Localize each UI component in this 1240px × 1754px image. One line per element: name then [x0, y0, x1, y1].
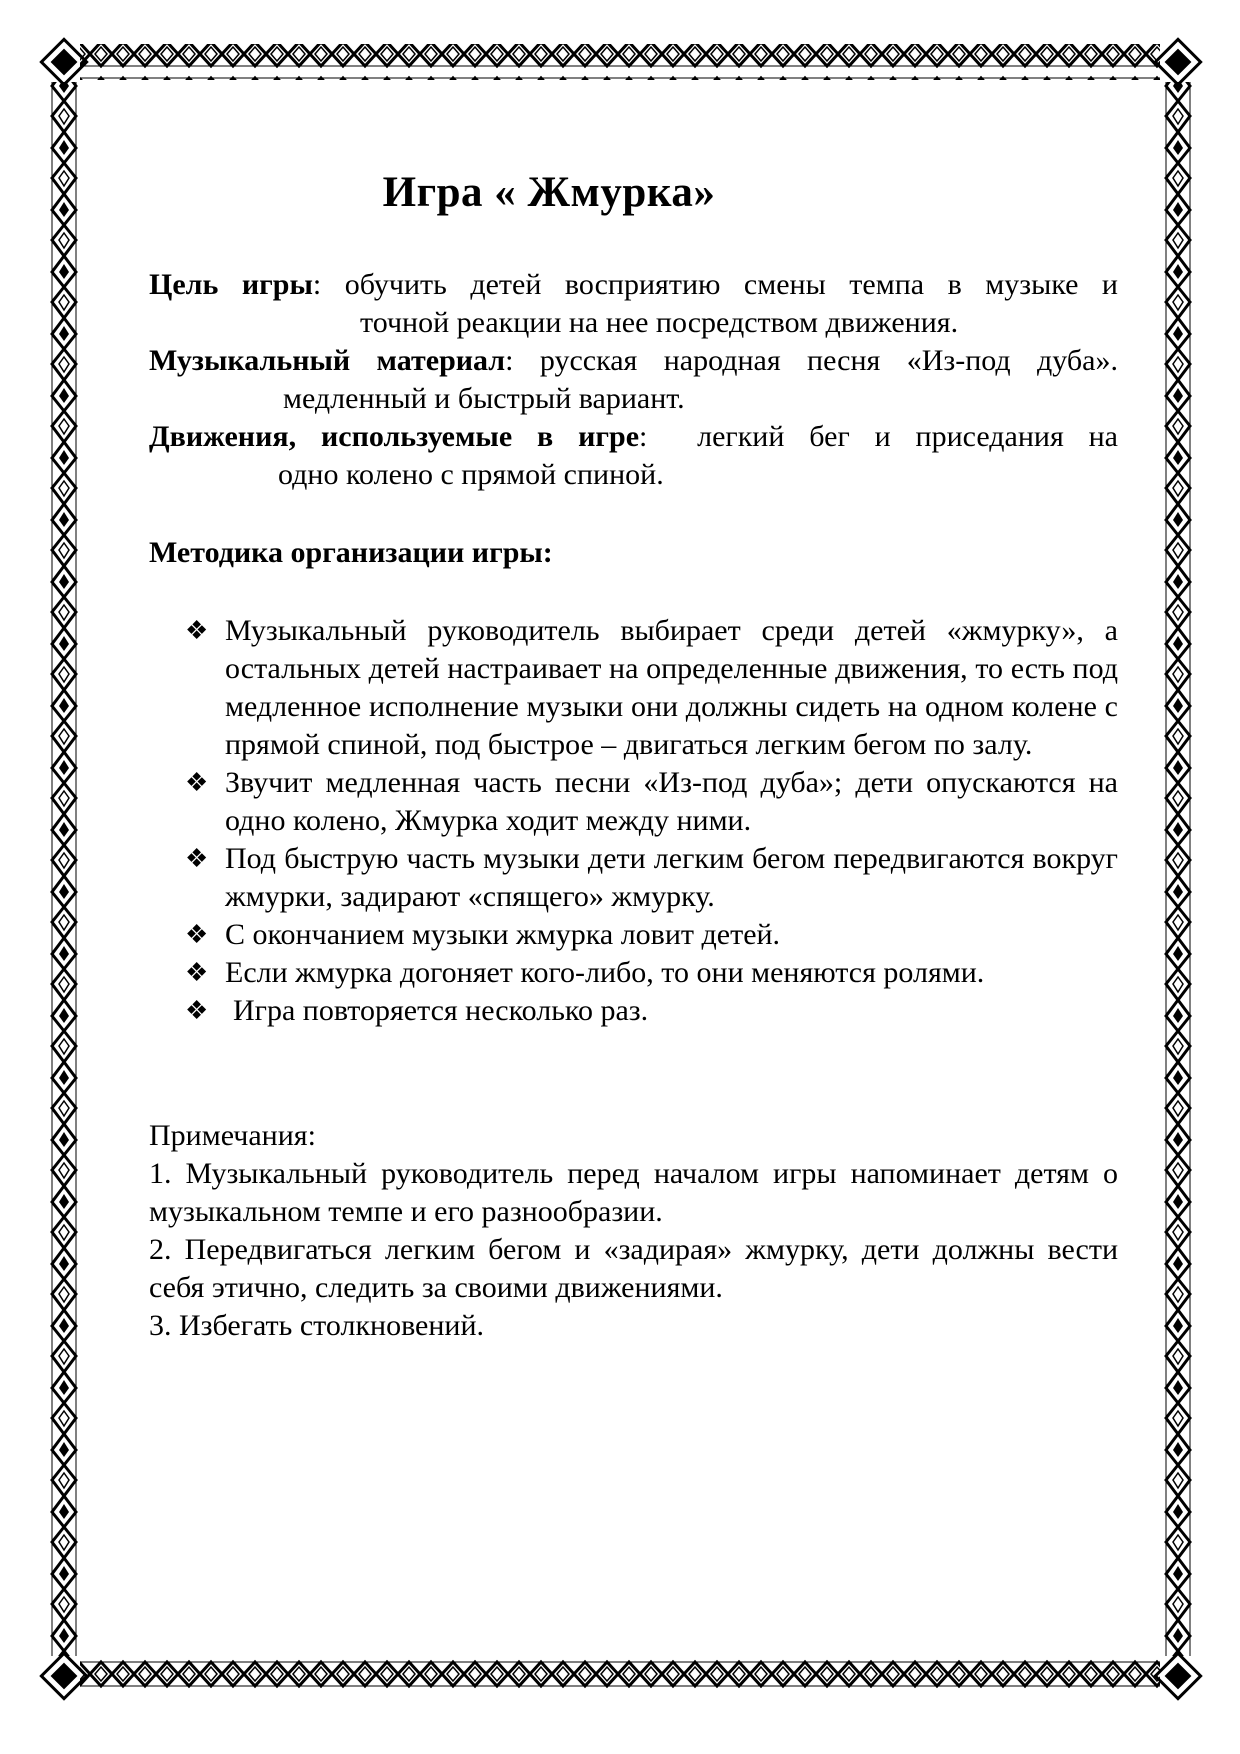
- list-item: ❖ Игра повторяется несколько раз.: [185, 992, 1118, 1030]
- goal-field: Цель игры: обучить детей восприятию смены темпа в музыке и точной реакции на нее посредством движения.: [149, 266, 1118, 342]
- music-text-line1: русская народная песня «Из-под дуба».: [539, 344, 1118, 377]
- movements-field: Движения, используемые в игре: легкий бег и приседания на одно колено с прямой спиной.: [149, 418, 1118, 494]
- note-item: 1. Музыкальный руководитель перед началом игры напоминает детям о музыкальном темпе и его разнообразии.: [149, 1157, 1118, 1228]
- goal-label: Цель игры: [149, 268, 313, 301]
- page-title: Игра « Жмурка»: [382, 169, 716, 216]
- movements-label: Движения, используемые в игре: [149, 420, 640, 453]
- list-item: ❖ Звучит медленная часть песни «Из-под дуба»; дети опускаются на одно колено, Жмурка ходит между ними.: [185, 766, 1118, 837]
- border-bottom: [80, 1658, 1160, 1694]
- border-top: [80, 44, 1160, 80]
- bullet-diamond-icon: ❖: [185, 844, 209, 873]
- corner-top-right: [1155, 39, 1200, 84]
- bullet-diamond-icon: ❖: [185, 616, 209, 645]
- notes-heading: Примечания:: [149, 1119, 316, 1152]
- note-item: 3. Избегать столкновений.: [149, 1309, 485, 1342]
- list-item: ❖ Под быструю часть музыки дети легким бегом передвигаются вокруг жмурки, задирают «спящего» жмурку.: [185, 842, 1118, 913]
- bullet-diamond-icon: ❖: [185, 958, 209, 987]
- music-label: Музыкальный материал: [149, 344, 506, 377]
- music-field: Музыкальный материал: русская народная песня «Из-под дуба». медленный и быстрый вариант.: [149, 342, 1118, 418]
- corner-top-left: [41, 39, 86, 84]
- bullet-diamond-icon: ❖: [185, 920, 209, 949]
- movements-text-line2: одно колено с прямой спиной.: [278, 458, 664, 491]
- border-left: [46, 82, 82, 1656]
- border-right: [1160, 82, 1196, 1656]
- list-item: ❖ Если жмурка догоняет кого-либо, то они меняются ролями.: [185, 954, 1118, 992]
- music-text-line2: медленный и быстрый вариант.: [283, 382, 685, 415]
- list-item: ❖ С окончанием музыки жмурка ловит детей.: [185, 916, 1118, 954]
- corner-bottom-right: [1155, 1653, 1200, 1698]
- note-item: 2. Передвигаться легким бегом и «задирая» жмурку, дети должны вести себя этично, следить за своими движениями.: [149, 1233, 1118, 1304]
- bullet-diamond-icon: ❖: [185, 996, 209, 1025]
- method-title: Методика организации игры:: [149, 536, 553, 569]
- goal-text-line1: обучить детей восприятию смены темпа в музыке и: [344, 268, 1118, 301]
- list-item: ❖ Музыкальный руководитель выбирает среди детей «жмурку», а остальных детей настраивает на определенные движения, то есть под медленное исполнение музыки они должны сидеть на одном колене с прямой спиной, под быстрое – двигаться легким бегом по залу.: [185, 614, 1118, 761]
- corner-bottom-left: [41, 1653, 86, 1698]
- goal-text-line2: точной реакции на нее посредством движения.: [360, 306, 959, 339]
- bullet-diamond-icon: ❖: [185, 768, 209, 797]
- notes-section: [149, 1117, 1118, 1345]
- movements-text-line1: легкий бег и приседания на: [697, 420, 1118, 453]
- rules-list: [185, 612, 1118, 1030]
